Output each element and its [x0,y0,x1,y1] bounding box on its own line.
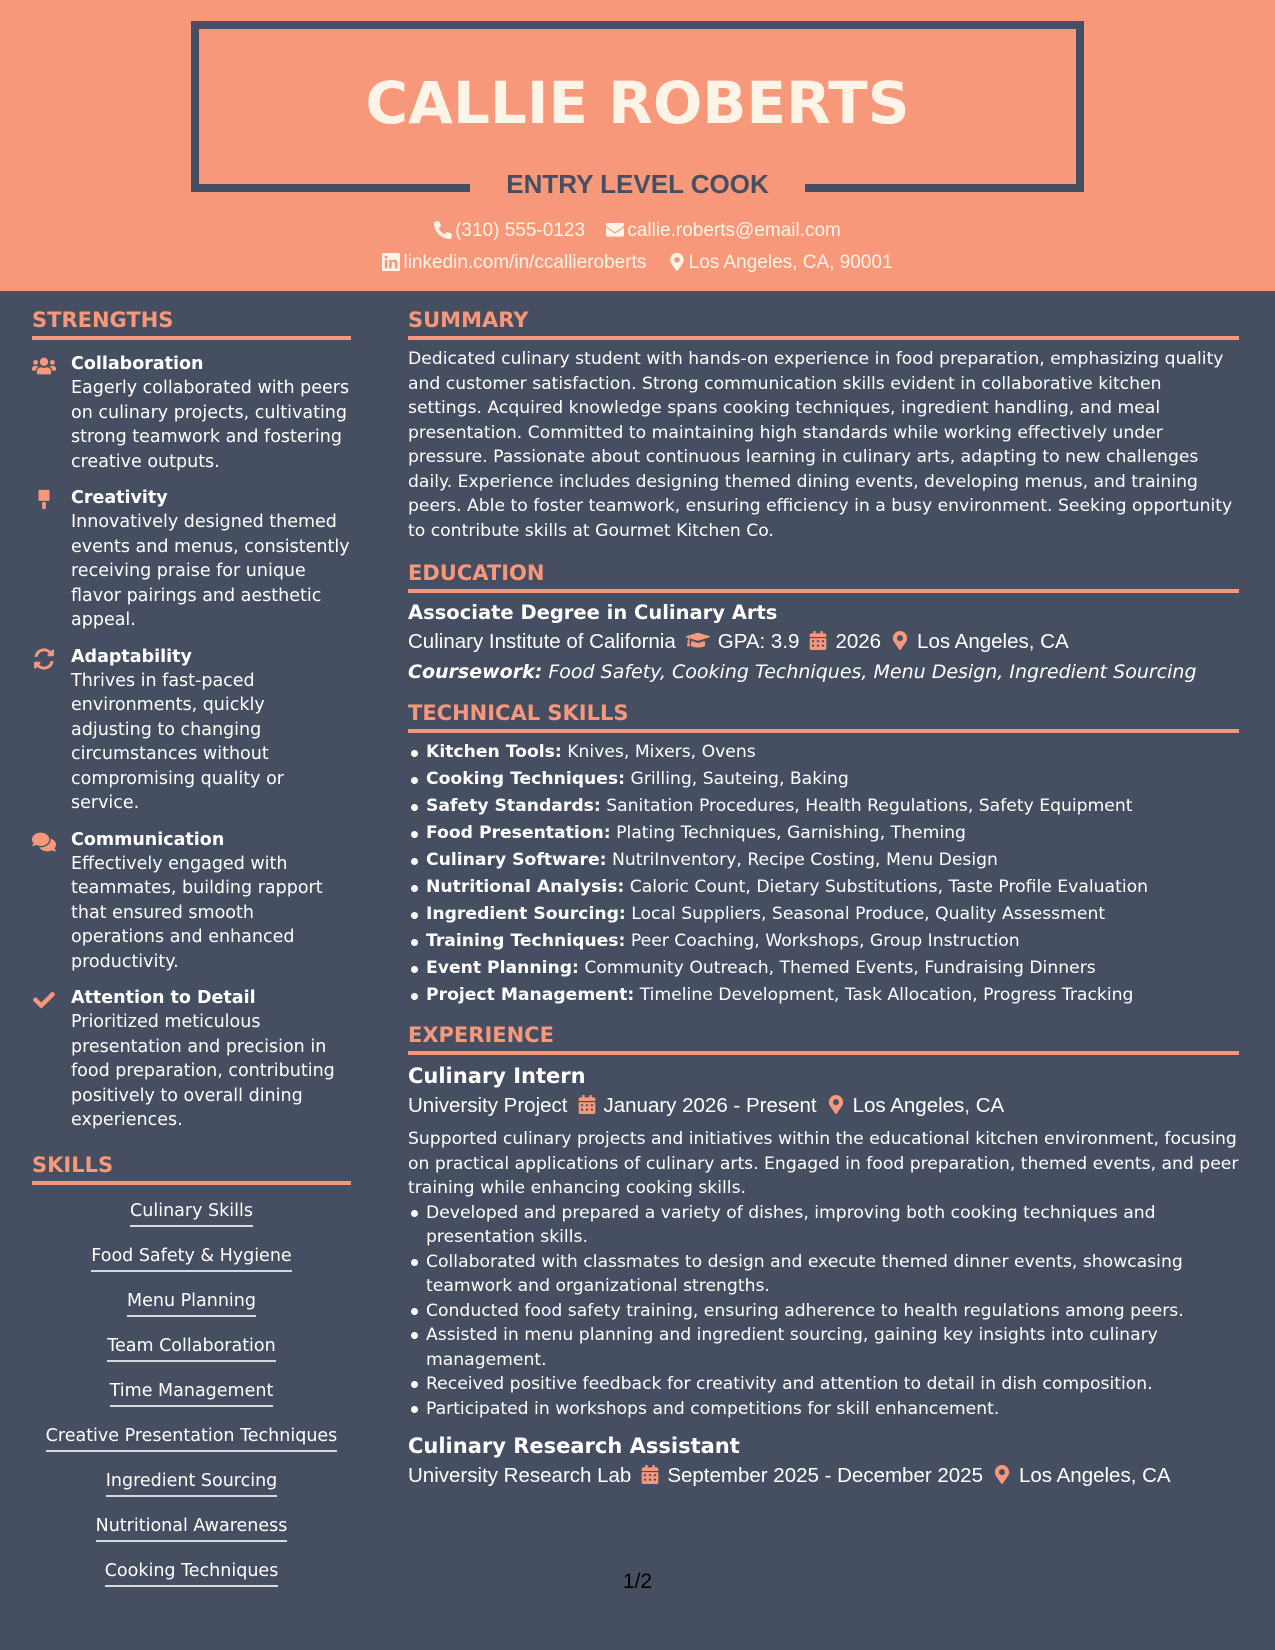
strength-name: Collaboration [71,354,204,374]
map-marker-icon [891,631,909,650]
job-dates: January 2026 - Present [603,1094,817,1117]
skills-list [32,1199,351,1587]
strength-desc: Thrives in fast-paced environments, quickly adjusting to changing circumstances without compromising quality or service. [71,670,284,813]
list-item [408,820,1239,847]
skill-value: Community Outreach, Themed Events, Fundraising Dinners [584,958,1096,978]
linkedin-icon [382,253,400,271]
list-item: Developed and prepared a variety of dishes, improving both cooking techniques and presentation skills. [408,1201,1239,1250]
calendar-icon [578,1095,596,1114]
list-item [408,847,1239,874]
graduation-cap-icon [686,631,710,650]
map-marker-icon [827,1095,845,1114]
job-dates: September 2025 - December 2025 [667,1464,983,1487]
list-item: Collaborated with classmates to design and execute themed dinner events, showcasing teamwork and organizational strengths. [408,1250,1239,1299]
resume-header [0,0,1275,291]
linkedin-contact[interactable] [382,251,646,275]
list-item [408,874,1239,901]
calendar-icon [641,1465,659,1484]
coursework-label: Coursework: [408,661,543,683]
location-contact [668,251,893,275]
phone-contact[interactable] [434,219,585,243]
strength-name: Communication [71,829,225,850]
job-meta [408,1091,1239,1121]
sync-icon [32,648,56,670]
contact-row-1 [0,219,1275,243]
skill-value: Caloric Count, Dietary Substitutions, Taste Profile Evaluation [629,877,1148,897]
skill-tag: Ingredient Sourcing [106,1469,278,1497]
skill-tag: Time Management [110,1379,274,1407]
list-item: Received positive feedback for creativity and attention to detail in dish composition. [408,1372,1239,1397]
paintbrush-icon [32,489,56,511]
skill-label: Event Planning: [426,958,579,978]
summary-heading: SUMMARY [408,300,1239,340]
skill-label: Training Techniques: [426,931,626,951]
skill-label: Ingredient Sourcing: [426,904,626,924]
education-heading: EDUCATION [408,553,1239,593]
list-item [408,928,1239,955]
technical-skills-heading: TECHNICAL SKILLS [408,693,1239,733]
degree-name: Associate Degree in Culinary Arts [408,601,778,624]
job-org: University Research Lab [408,1464,632,1487]
users-icon [32,355,56,377]
check-icon [32,989,56,1011]
school-location: Los Angeles, CA [917,630,1069,653]
summary-text: Dedicated culinary student with hands-on experience in food preparation, emphasizing quality and customer satisfaction. Strong communication skills evident in collaborative kitchen settings. Acquired knowledge spans cooking techniques, ingredient handling, and meal presentation. Committed to maintaining high standards while working effectively under pressure. Passionate about continuous learning in culinary arts, adapting to new challenges daily. Experience includes designing themed dining events, developing menus, and training peers. Able to foster teamwork, ensuring efficiency in a busy environment. Seeking opportunity to contribute skills at Gourmet Kitchen Co. [408,349,1233,541]
strength-desc: Eagerly collaborated with peers on culinary projects, cultivating strong teamwork and fostering creative outputs. [71,378,350,472]
gpa-text: GPA: 3.9 [717,630,800,653]
strength-item [32,645,351,816]
skill-tag: Cooking Techniques [105,1559,279,1587]
list-item [408,766,1239,793]
right-column [408,300,1239,1491]
coursework-text: Food Safety, Cooking Techniques, Menu Design, Ingredient Sourcing [548,661,1197,683]
strength-item [32,828,351,975]
left-column [32,300,351,1587]
map-marker-icon [993,1465,1011,1484]
skill-value: Knives, Mixers, Ovens [567,742,756,762]
job-role: Culinary Research Assistant [408,1434,740,1458]
skill-label: Cooking Techniques: [426,769,626,789]
skill-tag: Creative Presentation Techniques [46,1424,338,1452]
strength-name: Attention to Detail [71,988,256,1008]
strength-item [32,352,351,474]
list-item [408,982,1239,1009]
skill-label: Culinary Software: [426,850,607,870]
skill-value: Grilling, Sauteing, Baking [630,769,849,789]
graduation-year: 2026 [835,630,882,653]
skill-value: Peer Coaching, Workshops, Group Instruction [630,931,1020,951]
skill-value: NutriInventory, Recipe Costing, Menu Design [611,850,998,870]
strength-desc: Innovatively designed themed events and menus, consistently receiving praise for unique flavor pairings and aesthetic appeal. [71,512,350,630]
skill-tag: Nutritional Awareness [96,1514,288,1542]
strengths-heading: STRENGTHS [32,300,351,340]
list-item: Assisted in menu planning and ingredient sourcing, gaining key insights into culinary management. [408,1323,1239,1372]
job-role: Culinary Intern [408,1064,586,1088]
strength-item [32,986,351,1133]
skill-value: Plating Techniques, Garnishing, Theming [616,823,966,843]
phone-text: (310) 555-0123 [455,220,586,241]
phone-icon [434,221,452,239]
job-bullets [408,1201,1239,1422]
skill-value: Timeline Development, Task Allocation, Progress Tracking [639,985,1134,1005]
strength-name: Creativity [71,488,168,508]
linkedin-text: linkedin.com/in/ccallieroberts [403,252,647,273]
contact-row-2 [0,251,1275,275]
candidate-name: CALLIE ROBERTS [365,69,910,137]
strength-item [32,486,351,633]
email-text: callie.roberts@email.com [627,220,841,241]
skill-value: Sanitation Procedures, Health Regulations, Safety Equipment [606,796,1133,816]
skill-label: Kitchen Tools: [426,742,562,762]
location-text: Los Angeles, CA, 90001 [688,252,893,273]
skill-tag: Team Collaboration [107,1334,275,1362]
experience-heading: EXPERIENCE [408,1015,1239,1055]
list-item: Conducted food safety training, ensuring adherence to health regulations among peers. [408,1299,1239,1324]
job-description: Supported culinary projects and initiatives within the educational kitchen environment, focusing on practical applications of culinary arts. Engaged in food preparation, themed events, and peer training while enhancing cooking skills. [408,1129,1239,1198]
job-location: Los Angeles, CA [852,1094,1005,1117]
skill-tag: Culinary Skills [130,1199,253,1227]
skill-value: Local Suppliers, Seasonal Produce, Quality Assessment [631,904,1106,924]
strength-name: Adaptability [71,646,192,667]
skill-tag: Food Safety & Hygiene [91,1244,291,1272]
school-name: Culinary Institute of California [408,630,676,653]
list-item [408,901,1239,928]
skill-label: Project Management: [426,985,635,1005]
technical-skills-list [408,739,1239,1009]
comments-icon [32,831,56,853]
skills-heading: SKILLS [32,1145,351,1185]
envelope-icon [606,221,624,239]
coursework [408,657,1239,687]
skill-tag: Menu Planning [127,1289,256,1317]
job-location: Los Angeles, CA [1019,1464,1171,1487]
job-meta [408,1461,1239,1491]
list-item [408,793,1239,820]
education-meta [408,627,1239,657]
email-contact[interactable] [606,219,841,243]
job-org: University Project [408,1094,568,1117]
calendar-icon [809,631,827,650]
page-number: 1/2 [622,1570,653,1593]
list-item [408,739,1239,766]
strength-desc: Prioritized meticulous presentation and precision in food preparation, contributing positively to overall dining experiences. [71,1012,335,1130]
strength-desc: Effectively engaged with teammates, building rapport that ensured smooth operations and enhanced productivity. [71,853,323,972]
list-item: Participated in workshops and competitions for skill enhancement. [408,1397,1239,1422]
map-marker-icon [668,253,686,271]
skill-label: Safety Standards: [426,796,601,816]
skill-label: Food Presentation: [426,823,611,843]
skill-label: Nutritional Analysis: [426,877,625,897]
job-title: ENTRY LEVEL COOK [506,169,769,199]
list-item [408,955,1239,982]
